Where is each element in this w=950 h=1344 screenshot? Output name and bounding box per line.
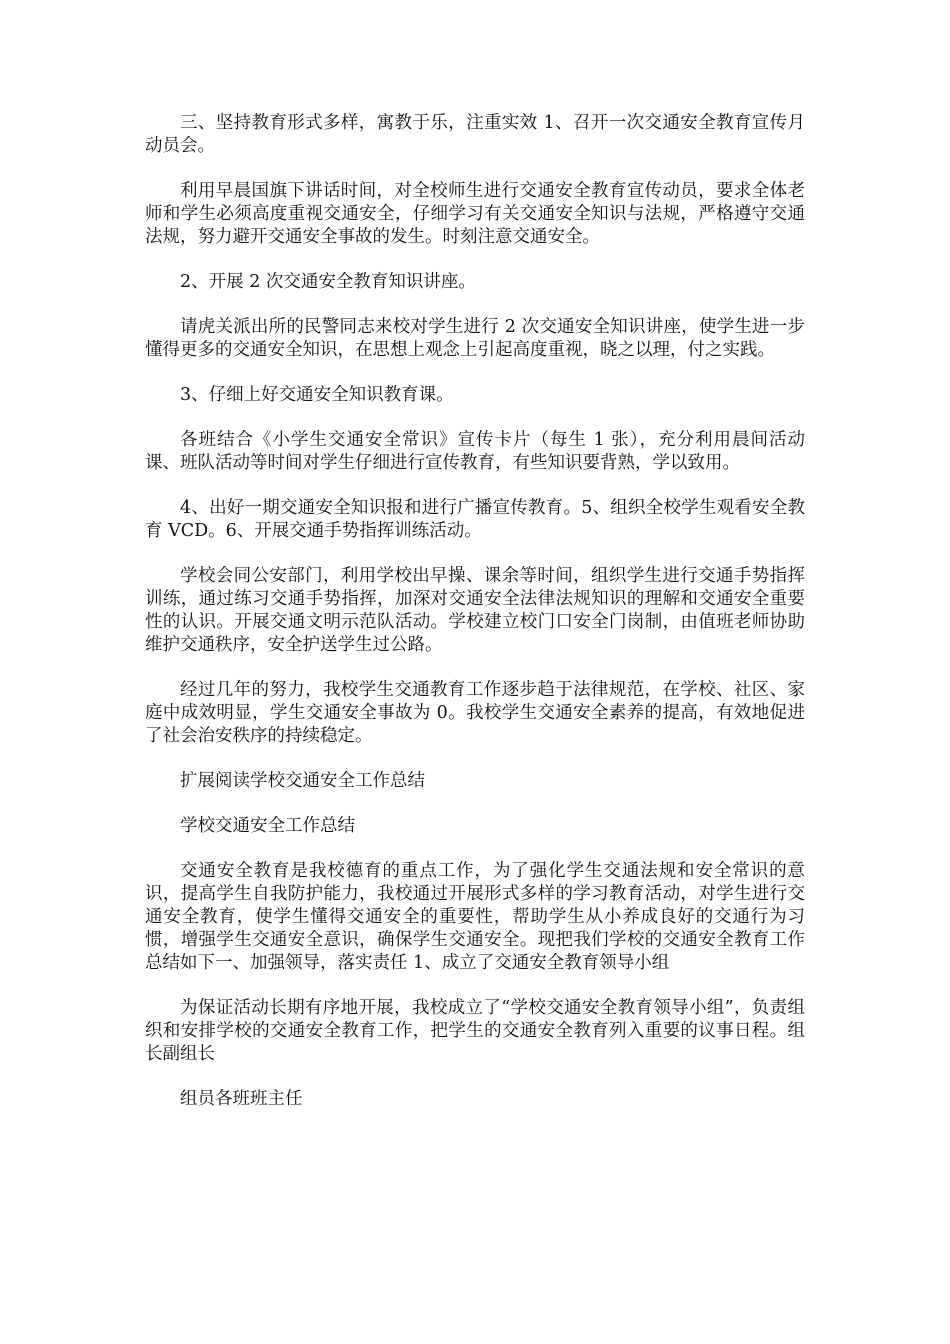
document-body (145, 112, 805, 1133)
paragraph: 为保证活动长期有序地开展，我校成立了“学校交通安全教育领导小组”，负责组织和安排学校的交通安全教育工作，把学生的交通安全教育列入重要的议事日程。组长副组长 (145, 998, 805, 1064)
paragraph: 各班结合《小学生交通安全常识》宣传卡片（每生 1 张），充分利用晨间活动课、班队活动等时间对学生仔细进行宣传教育，有些知识要背熟，学以致用。 (145, 430, 805, 473)
paragraph: 经过几年的努力，我校学生交通教育工作逐步趋于法律规范，在学校、社区、家庭中成效明显，学生交通安全事故为 0。我校学生交通安全素养的提高，有效地促进了社会治安秩序的持续稳定。 (145, 680, 805, 746)
paragraph: 组员各班班主任 (180, 1089, 303, 1109)
paragraph: 学校会同公安部门，利用学校出早操、课余等时间，组织学生进行交通手势指挥训练，通过练习交通手势指挥，加深对交通安全法律法规知识的理解和交通安全重要性的认识。开展交通文明示范队活动。学校建立校门口安全门岗制，由值班老师协助维护交通秩序，安全护送学生过公路。 (145, 566, 805, 655)
paragraph: 利用早晨国旗下讲话时间，对全校师生进行交通安全教育宣传动员，要求全体老师和学生必须高度重视交通安全，仔细学习有关交通安全知识与法规，严格遵守交通法规，努力避开交通安全事故的发生。时刻注意交通安全。 (145, 181, 805, 247)
paragraph: 三、坚持教育形式多样，寓教于乐，注重实效 1、召开一次交通安全教育宣传月动员会。 (145, 113, 805, 156)
paragraph: 3、仔细上好交通安全知识教育课。 (180, 385, 454, 405)
section-heading: 学校交通安全工作总结 (180, 816, 355, 836)
paragraph: 请虎关派出所的民警同志来校对学生进行 2 次交通安全知识讲座，使学生进一步懂得更多的交通安全知识，在思想上观念上引起高度重视，晓之以理，付之实践。 (145, 317, 805, 360)
section-heading: 扩展阅读学校交通安全工作总结 (180, 771, 425, 791)
paragraph: 4、出好一期交通安全知识报和进行广播宣传教育。5、组织全校学生观看安全教育 VCD。6、开展交通手势指挥训练活动。 (145, 498, 805, 541)
paragraph: 交通安全教育是我校德育的重点工作，为了强化学生交通法规和安全常识的意识，提高学生自我防护能力，我校通过开展形式多样的学习教育活动，对学生进行交通安全教育，使学生懂得交通安全的重要性，帮助学生从小养成良好的交通行为习惯，增强学生交通安全意识，确保学生交通安全。现把我们学校的交通安全教育工作总结如下一、加强领导，落实责任 1、成立了交通安全教育领导小组 (145, 861, 805, 973)
paragraph: 2、开展 2 次交通安全教育知识讲座。 (180, 272, 476, 292)
